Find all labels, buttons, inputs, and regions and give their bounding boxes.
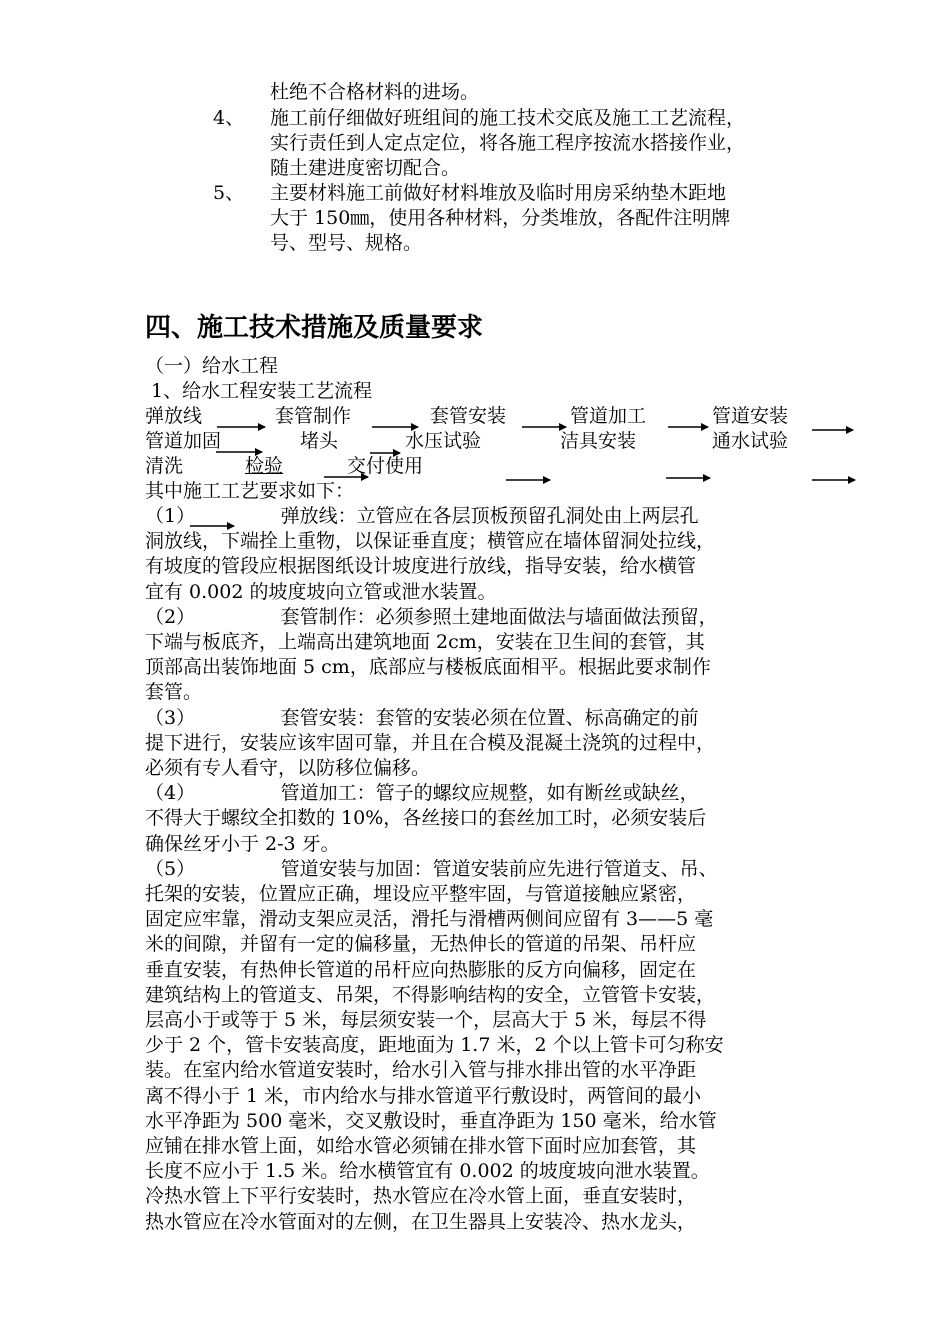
body-line: （4） 管道加工：管子的螺纹应规整，如有断丝或缺丝， [145, 782, 699, 805]
list-item-line: 随土建进度密切配合。 [270, 157, 461, 179]
body-line: 不得大于螺纹全扣数的 10%，各丝接口的套丝加工时，必须安装后 [145, 807, 707, 830]
body-line: （2） 套管制作：必须参照土建地面做法与墙面做法预留， [145, 605, 718, 628]
flow-step: 清洗 [145, 455, 184, 477]
list-item-number: 4、 [213, 107, 245, 129]
flow-step: 套管安装 [430, 405, 507, 427]
body-line: 热水管应在冷水管面对的左侧，在卫生器具上安装冷、热水龙头， [145, 1210, 697, 1233]
body-line: 必须有专人看守，以防移位偏移。 [145, 757, 431, 779]
body-line: 米的间隙，并留有一定的偏移量，无热伸长的管道的吊架、吊杆应 [145, 933, 697, 956]
body-line: 冷热水管上下平行安装时，热水管应在冷水管上面，垂直安装时， [145, 1185, 697, 1208]
body-line: 套管。 [145, 681, 203, 704]
section-heading: 四、施工技术措施及质量要求 [145, 313, 484, 343]
body-line: 固定应牢靠，滑动支架应灵活，滑托与滑槽两侧间应留有 3——5 毫 [145, 908, 714, 931]
body-line: （5） 管道安装与加固：管道安装前应先进行管道支、吊、 [145, 857, 718, 880]
flow-step: 水压试验 [405, 430, 482, 452]
process-title: 1、给水工程安装工艺流程 [145, 380, 373, 402]
body-line: 下端与板底齐，上端高出建筑地面 2cm，安装在卫生间的套管，其 [145, 631, 705, 653]
body-line: 层高小于或等于 5 米，每层须安装一个，层高大于 5 米，每层不得 [145, 1009, 707, 1031]
list-item-line: 施工前仔细做好班组间的施工技术交底及施工工艺流程， [270, 107, 746, 129]
body-line: 提下进行，安装应该牢固可靠，并且在合模及混凝土浇筑的过程中， [145, 731, 716, 754]
body-line: （3） 套管安装：套管的安装必须在位置、标高确定的前 [145, 706, 699, 729]
body-line: 垂直安装，有热伸长管道的吊杆应向热膨胀的反方向偏移，固定在 [145, 958, 697, 981]
body-line: 少于 2 个，管卡安装高度，距地面为 1.7 米，2 个以上管卡可匀称安 [145, 1034, 724, 1057]
list-item-line: 号、型号、规格。 [270, 232, 423, 254]
body-line: 确保丝牙小于 2-3 牙。 [145, 832, 340, 855]
flow-step: 检验 [245, 455, 284, 477]
flow-step: 弹放线 [145, 405, 203, 427]
flow-step: 管道安装 [712, 405, 789, 427]
list-item-line: 主要材料施工前做好材料堆放及临时用房采纳垫木距地 [270, 182, 727, 204]
body-line: 宜有 0.002 的坡度坡向立管或泄水装置。 [145, 580, 497, 603]
body-line: 建筑结构上的管道支、吊架，不得影响结构的安全，立管管卡安装， [145, 983, 716, 1006]
requirements-intro: 其中施工工艺要求如下： [145, 480, 355, 502]
body-line: 洞放线，下端拴上重物，以保证垂直度；横管应在墙体留洞处拉线， [145, 530, 716, 553]
list-item-line: 大于 150㎜，使用各种材料，分类堆放，各配件注明牌 [270, 207, 731, 229]
body-line: 应铺在排水管上面，如给水管必须铺在排水管下面时应加套管，其 [145, 1135, 697, 1157]
flow-step: 通水试验 [712, 430, 789, 452]
list-continuation-line: 杜绝不合格材料的进场。 [270, 81, 480, 103]
body-line: 水平净距为 500 毫米，交叉敷设时，垂直净距为 150 毫米，给水管 [145, 1109, 717, 1132]
flow-step: 交付使用 [347, 455, 424, 477]
body-line: 有坡度的管段应根据图纸设计坡度进行放线，指导安装，给水横管 [145, 555, 697, 578]
body-line: 离不得小于 1 米，市内给水与排水管道平行敷设时，两管间的最小 [145, 1084, 702, 1107]
body-line: 装。在室内给水管道安装时，给水引入管与排水排出管的水平净距 [145, 1059, 697, 1082]
body-line: （1） 弹放线：立管应在各层顶板预留孔洞处由上两层孔 [145, 505, 699, 527]
flow-step: 管道加固 [145, 430, 222, 452]
body-line: 长度不应小于 1.5 米。给水横管宜有 0.002 的坡度坡向泄水装置。 [145, 1160, 710, 1183]
subsection-title: （一）给水工程 [145, 355, 279, 377]
list-item-line: 实行责任到人定点定位，将各施工程序按流水搭接作业， [270, 132, 746, 154]
flow-step: 洁具安装 [560, 430, 637, 452]
list-item-number: 5、 [213, 182, 245, 204]
flow-step: 堵头 [300, 430, 339, 452]
body-line: 托架的安装，位置应正确，埋设应平整牢固，与管道接触应紧密， [145, 883, 697, 905]
body-line: 顶部高出装饰地面 5 cm，底部应与楼板底面相平。根据此要求制作 [145, 656, 711, 679]
flow-step: 套管制作 [275, 405, 352, 427]
flow-step: 管道加工 [570, 405, 647, 427]
